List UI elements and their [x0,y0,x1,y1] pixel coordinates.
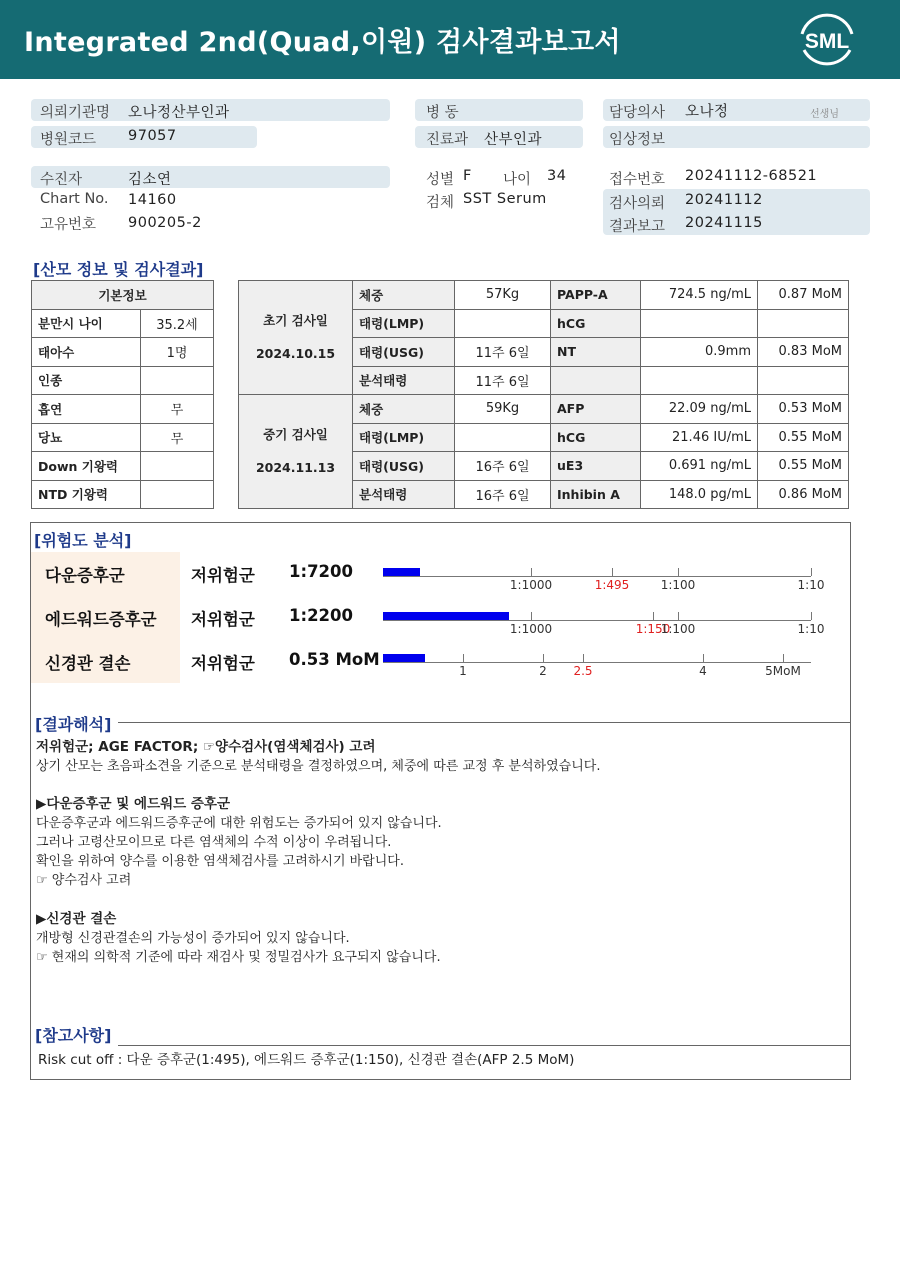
maternal-section-title: [산모 정보 및 검사결과] [33,260,204,279]
basic-value: 1명 [141,338,214,367]
basic-value [141,480,214,509]
mid-label: 태령(USG) [353,452,455,481]
mid-label: 태령(LMP) [353,423,455,452]
risk-axis [383,620,811,621]
request-value: 20241112 [685,192,763,208]
risk-axis-tick-label: 1:100 [660,622,696,636]
risk-axis-tick-label: 2.5 [573,664,593,678]
mid-result: 0.691 ng/mL [641,452,758,481]
risk-value: 1:7200 [289,562,354,581]
ward-label: 병 동 [426,105,459,121]
hospital-code-value: 97057 [128,128,177,144]
mid-mom: 0.55 MoM [758,452,849,481]
risk-axis-tick-label: 1:10 [797,578,825,592]
test-results-table [238,280,849,509]
interpretation-section-title: [결과해석] [35,715,112,734]
band-patient [31,166,390,188]
reference-rule [118,1045,850,1046]
early-value [455,309,551,338]
basic-label: 태아수 [32,338,141,367]
patient-label: 수진자 [40,172,83,188]
basic-value [141,452,214,481]
early-marker: hCG [551,309,641,338]
basic-label: 인종 [32,366,141,395]
basic-value: 35.2세 [141,309,214,338]
risk-axis-tick-label: 1:150 [635,622,671,636]
unique-label: 고유번호 [40,217,97,233]
mid-result: 21.46 IU/mL [641,423,758,452]
request-label: 검사의뢰 [609,196,666,212]
risk-value: 0.53 MoM [289,650,380,669]
risk-axis-tick [783,654,784,662]
mid-test-date: 2024.11.13 [255,459,336,475]
basic-value: 무 [141,423,214,452]
mid-marker: Inhibin A [551,480,641,509]
table-row [32,309,214,338]
risk-bar [383,654,425,662]
basic-label: 흡연 [32,395,141,424]
early-marker: PAPP-A [551,281,641,310]
report-header [0,0,900,79]
early-mom [758,309,849,338]
risk-axis [383,576,811,577]
chart-value: 14160 [128,192,177,208]
risk-axis-tick [531,568,532,576]
early-value: 11주 6일 [455,366,551,395]
basic-value [141,366,214,395]
mid-label: 분석태령 [353,480,455,509]
institution-label: 의뢰기관명 [40,105,111,121]
early-label: 분석태령 [353,366,455,395]
risk-axis-tick [463,654,464,662]
risk-axis-tick-label: 1:495 [594,578,630,592]
risk-group: 저위험군 [191,654,255,673]
risk-axis-tick [653,612,654,620]
table-row [32,452,214,481]
specimen-value: SST Serum [463,191,547,207]
mid-value [455,423,551,452]
table-row [32,366,214,395]
risk-condition-name: 다운증후군 [45,566,125,585]
sml-logo [796,12,858,68]
doctor-suffix: 선생님 [810,109,839,120]
age-value: 34 [547,168,567,184]
dept-label: 진료과 [426,132,469,148]
table-row [32,480,214,509]
hospital-code-label: 병원코드 [40,132,97,148]
down-edwards-title: ▶다운증후군 및 에드워드 증후군 [36,796,231,812]
basic-label: Down 기왕력 [32,452,141,481]
risk-group: 저위험군 [191,566,255,585]
table-row [32,395,214,424]
sex-label: 성별 [426,172,455,188]
early-result [641,309,758,338]
logo-text: SML [804,30,850,53]
report-title: Integrated 2nd(Quad,이원) 검사결과보고서 [24,27,621,58]
ntd-line: 개방형 신경관결손의 가능성이 증가되어 있지 않습니다. [36,931,350,946]
risk-axis [383,662,811,663]
risk-condition-name: 에드워드증후군 [45,610,157,629]
risk-axis-tick [678,612,679,620]
early-mom: 0.87 MoM [758,281,849,310]
doctor-value: 오나정 [685,104,729,120]
basic-label: 당뇨 [32,423,141,452]
risk-axis-tick-label: 1:10 [797,622,825,636]
specimen-label: 검체 [426,195,455,211]
interpretation-headline: 저위험군; AGE FACTOR; ☞양수검사(염색체검사) 고려 [36,739,376,755]
early-result: 0.9mm [641,338,758,367]
table-row [239,395,849,424]
risk-axis-tick [678,568,679,576]
table-row [32,338,214,367]
risk-axis-tick [543,654,544,662]
early-marker [551,366,641,395]
receipt-label: 접수번호 [609,172,666,188]
risk-axis-tick [612,568,613,576]
institution-value: 오나정산부인과 [128,105,230,121]
unique-value: 900205-2 [128,215,202,231]
dept-value: 산부인과 [484,132,543,148]
basic-value: 무 [141,395,214,424]
mid-value: 16주 6일 [455,480,551,509]
age-label: 나이 [503,172,532,188]
early-value: 57Kg [455,281,551,310]
mid-result: 22.09 ng/mL [641,395,758,424]
doctor-label: 담당의사 [609,105,666,121]
clinical-label: 임상정보 [609,132,666,148]
down-line: 확인을 위하여 양수를 이용한 염색체검사를 고려하시기 바랍니다. [36,854,404,869]
risk-axis-tick-label: 1 [459,664,467,678]
early-mom [758,366,849,395]
mid-label: 체중 [353,395,455,424]
chart-label: Chart No. [40,191,109,207]
risk-axis-tick [703,654,704,662]
early-mom: 0.83 MoM [758,338,849,367]
early-label: 태령(USG) [353,338,455,367]
table-row [32,423,214,452]
mid-test-title: 중기 검사일 [263,427,328,442]
mid-marker: AFP [551,395,641,424]
early-value: 11주 6일 [455,338,551,367]
risk-axis-tick-label: 1:1000 [509,578,553,592]
mid-marker: hCG [551,423,641,452]
report-value: 20241115 [685,215,763,231]
down-line: 그러나 고령산모이므로 다른 염색체의 수적 이상이 우려됩니다. [36,835,392,850]
reference-text: Risk cut off : 다운 증후군(1:495), 에드워드 증후군(1:150), 신경관 결손(AFP 2.5 MoM) [38,1052,575,1068]
interpretation-rule [118,722,850,723]
risk-axis-tick-label: 1:100 [660,578,696,592]
ntd-line: ☞ 현재의 의학적 기준에 따라 재검사 및 정밀검사가 요구되지 않습니다. [36,950,441,965]
risk-axis-tick [811,612,812,620]
risk-axis-tick [811,568,812,576]
basic-label: 분만시 나이 [32,309,141,338]
risk-axis-tick-label: 1:1000 [509,622,553,636]
patient-value: 김소연 [128,172,172,188]
receipt-value: 20241112-68521 [685,168,818,184]
mid-result: 148.0 pg/mL [641,480,758,509]
table-row [239,281,849,310]
risk-condition-name: 신경관 결손 [45,654,131,673]
mid-marker: uE3 [551,452,641,481]
risk-value: 1:2200 [289,606,354,625]
basic-info-table [31,280,214,509]
basic-label: NTD 기왕력 [32,480,141,509]
risk-bar [383,568,420,576]
ntd-title: ▶신경관 결손 [36,911,117,927]
early-label: 태령(LMP) [353,309,455,338]
mid-test-cell [239,395,353,509]
down-line: ☞ 양수검사 고려 [36,873,132,888]
mid-value: 16주 6일 [455,452,551,481]
mid-mom: 0.55 MoM [758,423,849,452]
interpretation-intro: 상기 산모는 초음파소견을 기준으로 분석태령을 결정하였으며, 체중에 따른 교정 후 분석하였습니다. [36,759,601,774]
report-label: 결과보고 [609,219,666,235]
down-line: 다운증후군과 에드워드증후군에 대한 위험도는 증가되어 있지 않습니다. [36,816,442,831]
early-test-title: 초기 검사일 [263,313,328,328]
risk-group: 저위험군 [191,610,255,629]
early-test-cell [239,281,353,395]
sex-value: F [463,168,472,184]
mid-mom: 0.86 MoM [758,480,849,509]
basic-info-header: 기본정보 [32,281,214,310]
mid-mom: 0.53 MoM [758,395,849,424]
risk-bar [383,612,509,620]
risk-axis-tick [531,612,532,620]
early-result: 724.5 ng/mL [641,281,758,310]
early-test-date: 2024.10.15 [255,345,336,361]
mid-value: 59Kg [455,395,551,424]
reference-section-title: [참고사항] [35,1026,112,1045]
early-result [641,366,758,395]
early-label: 체중 [353,281,455,310]
risk-section-title: [위험도 분석] [34,531,132,550]
risk-axis-tick-label: 2 [539,664,547,678]
risk-axis-tick-label: 5MoM [765,664,801,678]
early-marker: NT [551,338,641,367]
risk-axis-tick-label: 4 [699,664,707,678]
risk-axis-tick [583,654,584,662]
